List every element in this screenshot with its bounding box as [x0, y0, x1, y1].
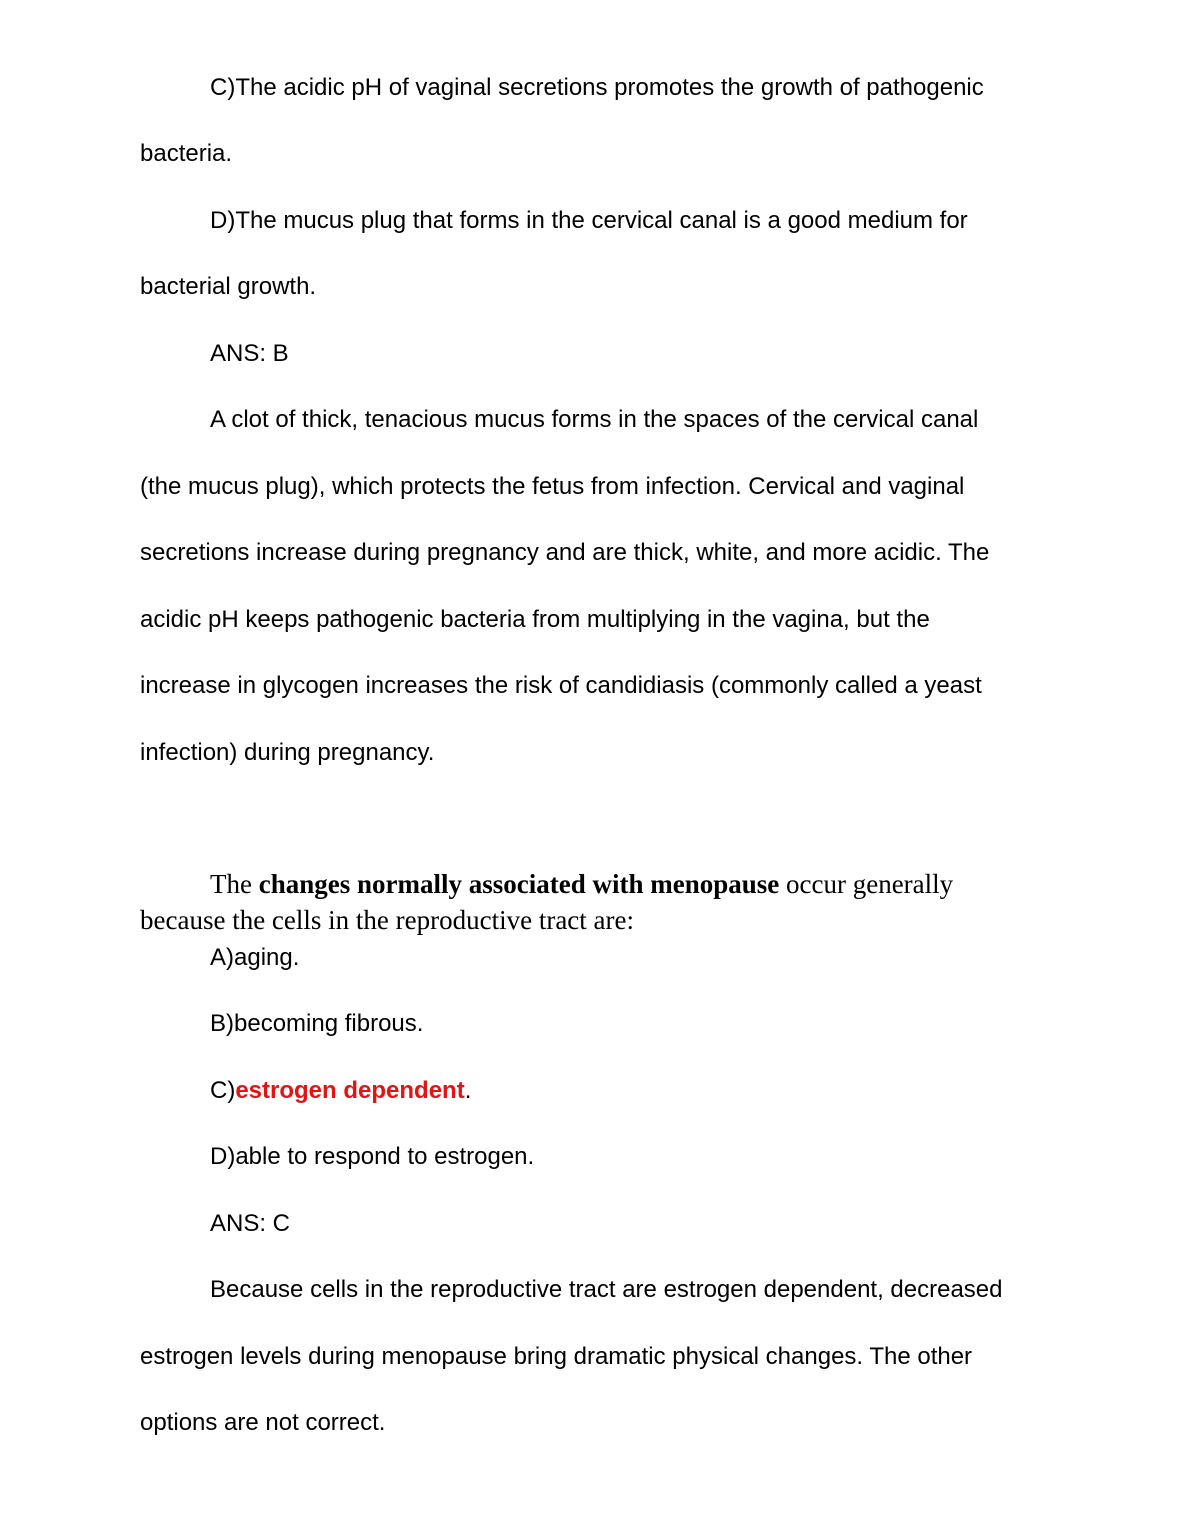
q1-option-d-cont: bacterial growth.: [140, 273, 317, 300]
q2-option-b: B)becoming fibrous.: [210, 1010, 424, 1037]
q1-option-d: D)The mucus plug that forms in the cervical canal is a good medium for: [210, 207, 968, 234]
q2-stem-bold: changes normally associated with menopause: [258, 869, 780, 899]
q2-option-d: D)able to respond to estrogen.: [210, 1143, 535, 1170]
q2-option-c-prefix: C): [210, 1077, 236, 1104]
q2-stem: [210, 869, 953, 899]
q1-rationale-line: secretions increase during pregnancy and are thick, white, and more acidic. The: [140, 539, 990, 566]
q2-stem-cont: because the cells in the reproductive tract are:: [140, 905, 635, 935]
q2-option-a: A)aging.: [210, 944, 300, 971]
q2-stem-suffix: occur generally: [779, 869, 954, 899]
q2-option-c: [210, 1076, 471, 1106]
q2-rationale-line: options are not correct.: [140, 1409, 386, 1436]
q2-answer: ANS: C: [210, 1210, 291, 1237]
q1-rationale-line: A clot of thick, tenacious mucus forms in the spaces of the cervical canal: [210, 406, 979, 433]
q1-rationale-line: acidic pH keeps pathogenic bacteria from multiplying in the vagina, but the: [140, 606, 930, 633]
q2-option-c-suffix: .: [464, 1077, 472, 1104]
q1-rationale-line: increase in glycogen increases the risk of candidiasis (commonly called a yeast: [140, 672, 982, 699]
q2-option-c-highlight: estrogen dependent: [235, 1077, 465, 1104]
q1-option-c: C)The acidic pH of vaginal secretions promotes the growth of pathogenic: [210, 74, 984, 101]
q1-option-c-cont: bacteria.: [140, 140, 233, 167]
q2-stem-prefix: The: [210, 869, 259, 899]
q1-answer: ANS: B: [210, 340, 289, 367]
q1-rationale-line: (the mucus plug), which protects the fetus from infection. Cervical and vaginal: [140, 473, 965, 500]
q2-rationale-line: Because cells in the reproductive tract are estrogen dependent, decreased: [210, 1276, 1003, 1303]
q2-rationale-line: estrogen levels during menopause bring dramatic physical changes. The other: [140, 1343, 973, 1370]
q1-rationale-line: infection) during pregnancy.: [140, 739, 435, 766]
